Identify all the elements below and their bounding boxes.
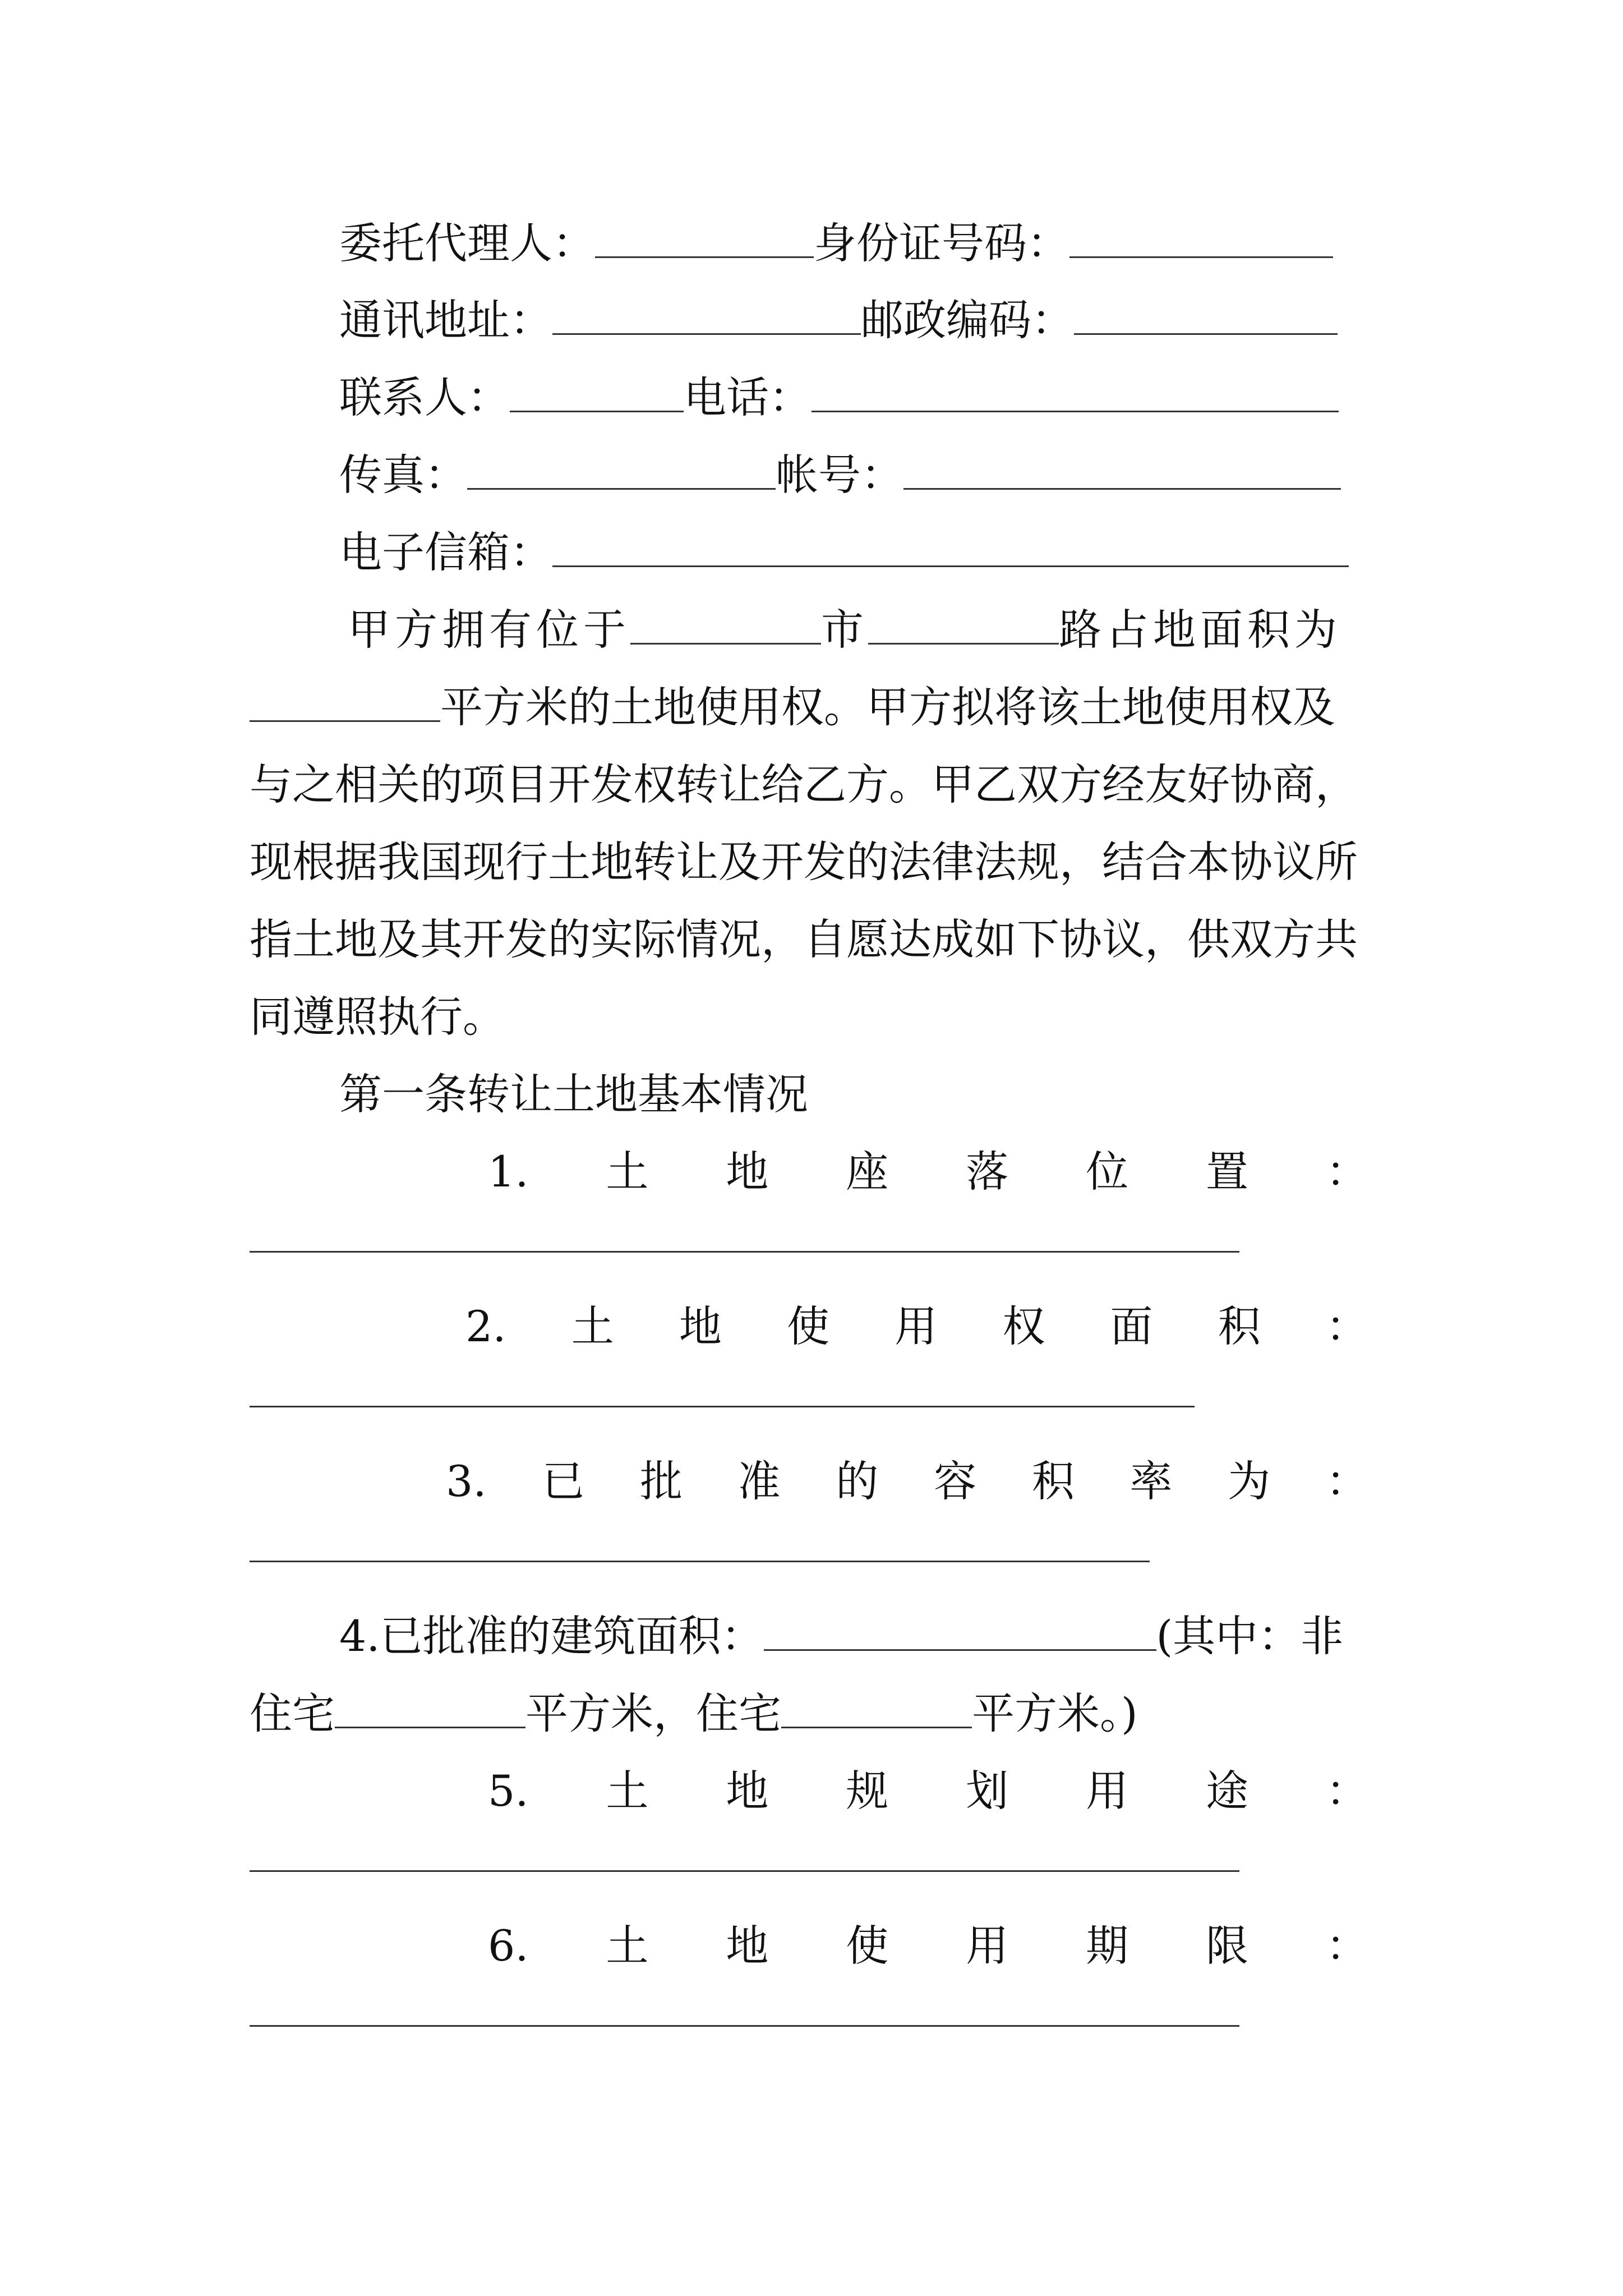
item-6-char: 期 [1086,1921,1129,1971]
item-4-line-1 [339,1598,1478,1675]
item-2-number: 2. [465,1301,506,1351]
phone-label: 电话： [684,372,811,422]
item-5-colon: ： [1325,1766,1368,1816]
item-6-colon: ： [1325,1921,1368,1971]
item-5-blank[interactable] [250,1870,1239,1872]
item-4-text-c: 住宅 [250,1688,335,1738]
item-2-char: 使 [787,1301,830,1351]
address-label: 通讯地址： [339,295,552,345]
email-label: 电子信箱： [339,527,552,577]
item-6-blank[interactable] [250,2025,1239,2027]
residential-blank[interactable] [781,1684,972,1728]
item-2-char: 面 [1110,1301,1153,1351]
email-blank[interactable] [552,523,1349,567]
area-blank[interactable] [250,678,440,722]
item-5-char: 用 [1086,1766,1129,1816]
item-3-char: 批 [639,1456,683,1506]
item-3-char: 已 [542,1456,585,1506]
item-1-char: 土 [606,1147,649,1197]
building-area-blank[interactable] [764,1607,1156,1651]
intro-text-c: 路占地面积为 [1059,605,1341,655]
item-2-blank[interactable] [250,1406,1195,1407]
address-line [339,282,1478,359]
item-1-char: 置 [1206,1147,1249,1197]
city-blank[interactable] [630,600,821,645]
item-2-colon: ： [1325,1301,1368,1351]
account-blank[interactable] [903,445,1341,490]
item-2-line [465,1288,1368,1365]
intro-text-b: 市 [821,605,868,655]
item-6-number: 6. [488,1921,529,1971]
item-6-char: 使 [846,1921,889,1971]
item-5-char: 划 [966,1766,1009,1816]
item-6-line [488,1907,1368,1985]
intro-text-a: 甲方拥有位于 [348,605,630,655]
road-blank[interactable] [868,600,1059,645]
contact-blank[interactable] [510,368,684,412]
fax-label: 传真： [339,450,467,500]
account-label: 帐号： [776,450,903,500]
item-4-line-2 [250,1675,1388,1752]
item-1-number: 1. [488,1147,529,1197]
article-1-heading: 第一条转让土地基本情况 [339,1069,808,1119]
postcode-blank[interactable] [1074,291,1338,335]
item-2-char: 用 [895,1301,938,1351]
item-3-char: 率 [1129,1456,1173,1506]
contact-line [339,359,1478,436]
item-1-char: 位 [1086,1147,1129,1197]
item-5-char: 规 [846,1766,889,1816]
intro-line-6: 同遵照执行。 [250,992,505,1042]
item-5-char: 途 [1206,1766,1249,1816]
item-2-char: 地 [679,1301,722,1351]
item-1-char: 落 [966,1147,1009,1197]
fax-line [339,436,1478,514]
item-6-char: 土 [606,1921,649,1971]
item-3-char: 准 [737,1456,781,1506]
agent-blank[interactable] [595,214,814,258]
id-blank[interactable] [1069,214,1333,258]
item-3-char: 积 [1031,1456,1075,1506]
intro-line-1 [348,591,1391,669]
email-line [339,514,1478,591]
item-3-char: 为 [1228,1456,1271,1506]
intro-line-3: 与之相关的项目开发权转让给乙方。甲乙双方经友好协商， [250,760,1358,809]
item-3-number: 3. [446,1456,487,1506]
item-1-char: 座 [846,1147,889,1197]
item-4-paren: (其中：非 [1156,1611,1344,1661]
item-5-char: 地 [726,1766,769,1816]
item-1-char: 地 [726,1147,769,1197]
item-3-char: 的 [836,1456,879,1506]
intro-line-2 [250,669,1388,746]
agent-label: 委托代理人： [339,218,595,268]
intro-text-line2: 平方米的土地使用权。甲方拟将该土地使用权及 [440,682,1335,732]
intro-line-5: 指土地及其开发的实际情况，自愿达成如下协议，供双方共 [250,914,1358,964]
postcode-label: 邮政编码： [861,295,1074,345]
item-2-char: 积 [1218,1301,1261,1351]
phone-blank[interactable] [811,368,1339,412]
item-6-char: 用 [966,1921,1009,1971]
item-4-text-e: 平方米。) [972,1688,1138,1738]
item-1-colon: ： [1325,1147,1368,1197]
item-3-blank[interactable] [250,1561,1150,1562]
item-3-line [446,1443,1368,1520]
item-5-line [488,1752,1368,1830]
intro-line-4: 现根据我国现行土地转让及开发的法律法规，结合本协议所 [250,837,1358,887]
item-3-colon: ： [1325,1456,1368,1506]
non-residential-blank[interactable] [335,1684,525,1728]
item-6-char: 地 [726,1921,769,1971]
item-5-char: 土 [606,1766,649,1816]
item-1-line [488,1133,1368,1211]
item-4-text-d: 平方米，住宅 [525,1688,781,1738]
address-blank[interactable] [552,291,861,335]
item-1-blank[interactable] [250,1251,1239,1253]
agent-line [339,205,1478,282]
item-3-char: 容 [934,1456,977,1506]
id-label: 身份证号码： [814,218,1069,268]
item-2-char: 土 [571,1301,614,1351]
fax-blank[interactable] [467,445,776,490]
contact-label: 联系人： [339,372,510,422]
item-5-number: 5. [488,1766,529,1816]
item-2-char: 权 [1002,1301,1045,1351]
item-6-char: 限 [1206,1921,1249,1971]
item-4-label: 4.已批准的建筑面积： [339,1611,764,1661]
